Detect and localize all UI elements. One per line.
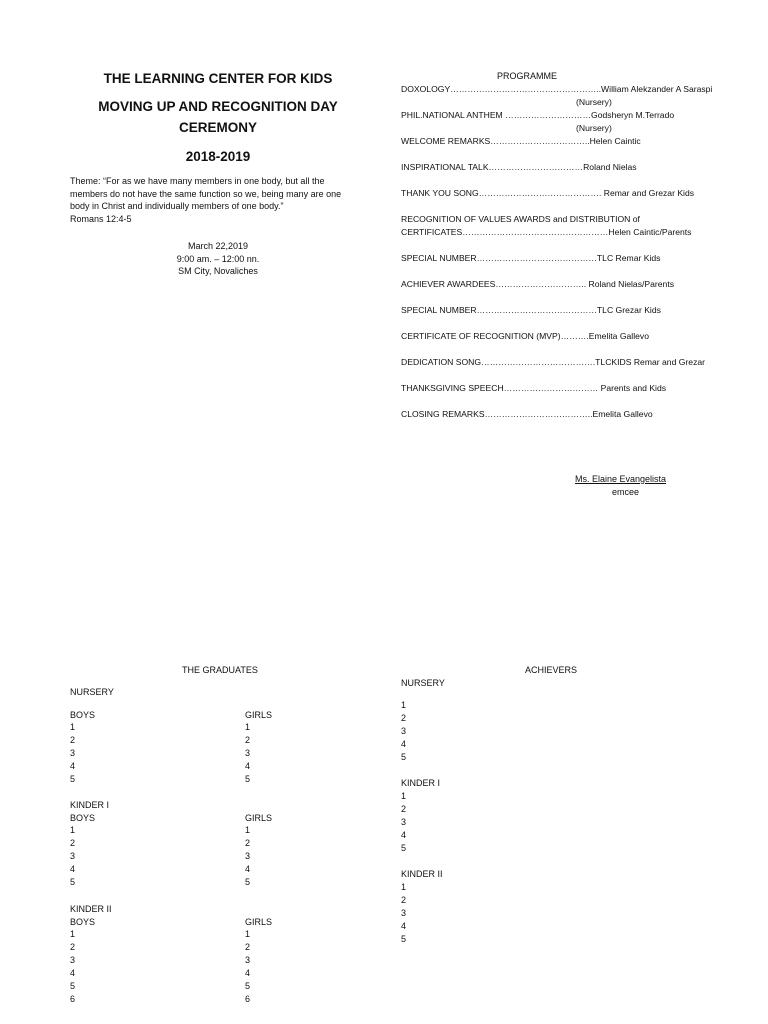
theme-block: [70, 175, 380, 225]
list-item: 1: [245, 722, 251, 732]
programme-item-sub: (Nursery): [576, 97, 612, 107]
graduates-kinder2-label: KINDER II: [70, 904, 112, 914]
event-time: 9:00 am. – 12:00 nn.: [176, 253, 260, 264]
list-item: 4: [70, 864, 76, 874]
list-item: 6: [70, 994, 76, 1004]
list-item: 1: [401, 882, 407, 892]
school-name: THE LEARNING CENTER FOR KIDS: [103, 71, 333, 86]
programme-item: WELCOME REMARKS……………………………..Helen Caintic: [401, 136, 641, 146]
list-item: 1: [245, 825, 251, 835]
list-item: 3: [70, 748, 76, 758]
list-item: 5: [245, 774, 251, 784]
list-item: 3: [401, 817, 407, 827]
theme-line: body in Christ and individually members of one body.”: [70, 201, 284, 211]
list-item: 2: [401, 713, 407, 723]
kinder2-boys-list: [70, 928, 75, 1006]
list-item: 5: [245, 877, 251, 887]
girls-label: GIRLS: [245, 710, 273, 720]
list-item: 3: [401, 726, 407, 736]
school-year: 2018-2019: [185, 149, 251, 164]
programme-item: THANK YOU SONG……………………………………. Remar and Grezar Kids: [401, 188, 695, 198]
list-item: 4: [245, 761, 251, 771]
list-item: 2: [245, 838, 251, 848]
list-item: 1: [401, 791, 407, 801]
list-item: 2: [70, 942, 76, 952]
list-item: 5: [70, 877, 76, 887]
theme-line: members do not have the same function so we, being many are one: [70, 188, 342, 199]
programme-item: INSPIRATIONAL TALK……………………………Roland Nielas: [401, 162, 637, 172]
list-item: 4: [245, 968, 251, 978]
achievers-kinder2-label: KINDER II: [401, 869, 443, 879]
list-item: 3: [70, 851, 76, 861]
theme-line: Romans 12:4-5: [70, 213, 132, 224]
event-date: March 22,2019: [187, 241, 249, 251]
achievers-kinder1-label: KINDER I: [401, 778, 441, 788]
kinder1-girls-list: [245, 824, 250, 889]
programme-item: DOXOLOGY……………………………………………..William Alekzander A Saraspi: [401, 84, 713, 94]
girls-label: GIRLS: [245, 917, 273, 927]
boys-label: BOYS: [70, 917, 96, 927]
event-title-line2: CEREMONY: [178, 120, 257, 135]
achievers-nursery-label: NURSERY: [401, 678, 445, 688]
achievers-kinder1-list: [401, 790, 406, 855]
nursery-boys-list: [70, 721, 75, 786]
list-item: 2: [70, 735, 76, 745]
boys-label: BOYS: [70, 813, 96, 823]
list-item: 1: [245, 929, 251, 939]
emcee-name: Ms. Elaine Evangelista: [575, 474, 667, 484]
programme-title: PROGRAMME: [497, 71, 558, 81]
graduates-kinder1-label: KINDER I: [70, 800, 110, 810]
list-item: 5: [401, 843, 407, 853]
nursery-girls-list: [245, 721, 250, 786]
theme-line: Theme: “For as we have many members in one body, but all the: [70, 176, 325, 186]
achievers-kinder2-list: [401, 881, 406, 946]
programme-item: ACHIEVER AWARDEES………………………….. Roland Nielas/Parents: [401, 279, 674, 289]
graduates-nursery-label: NURSERY: [70, 687, 114, 697]
list-item: 3: [245, 955, 251, 965]
programme-item: DEDICATION SONG………………………………….TLCKIDS Remar and Grezar: [401, 357, 706, 367]
list-item: 1: [401, 700, 407, 710]
programme-item-sub: CERTIFICATES……………………………………………Helen Caintic/Parents: [401, 227, 692, 237]
programme-item: SPECIAL NUMBER……………………………………TLC Grezar Kids: [401, 305, 661, 315]
list-item: 5: [70, 981, 76, 991]
list-item: 4: [401, 739, 407, 749]
graduates-title: THE GRADUATES: [182, 665, 258, 675]
list-item: 5: [401, 934, 407, 944]
achievers-nursery-list: [401, 699, 406, 764]
list-item: 2: [401, 804, 407, 814]
kinder1-boys-list: [70, 824, 75, 889]
list-item: 1: [70, 825, 76, 835]
kinder2-girls-list: [245, 928, 250, 1006]
list-item: 1: [70, 722, 76, 732]
list-item: 5: [70, 774, 76, 784]
list-item: 5: [245, 981, 251, 991]
boys-label: BOYS: [70, 710, 96, 720]
programme-item: CLOSING REMARKS………………………………..Emelita Gallevo: [401, 409, 653, 419]
list-item: 3: [245, 748, 251, 758]
list-item: 6: [245, 994, 251, 1004]
list-item: 3: [70, 955, 76, 965]
event-venue: SM City, Novaliches: [178, 266, 258, 276]
programme-item: CERTIFICATE OF RECOGNITION (MVP)……….Emelita Gallevo: [401, 331, 649, 341]
list-item: 3: [245, 851, 251, 861]
list-item: 2: [245, 735, 251, 745]
list-item: 3: [401, 908, 407, 918]
programme-item: RECOGNITION OF VALUES AWARDS and DISTRIBUTION of: [401, 214, 640, 224]
programme-item: SPECIAL NUMBER……………………………………TLC Remar Kids: [401, 253, 661, 263]
list-item: 2: [245, 942, 251, 952]
list-item: 1: [70, 929, 76, 939]
list-item: 4: [401, 830, 407, 840]
programme-item-sub: (Nursery): [576, 123, 612, 133]
list-item: 2: [401, 895, 407, 905]
list-item: 4: [245, 864, 251, 874]
event-title-line1: MOVING UP AND RECOGNITION DAY: [98, 99, 338, 114]
list-item: 4: [70, 761, 76, 771]
emcee-role: emcee: [612, 487, 640, 497]
list-item: 5: [401, 752, 407, 762]
programme-item: PHIL.NATIONAL ANTHEM …………………………Godsheryn M.Terrado: [401, 110, 675, 120]
achievers-title: ACHIEVERS: [525, 665, 578, 675]
list-item: 2: [70, 838, 76, 848]
girls-label: GIRLS: [245, 813, 273, 823]
list-item: 4: [70, 968, 76, 978]
event-details: [118, 240, 318, 278]
programme-item: THANKSGIVING SPEECH…………………………… Parents and Kids: [401, 383, 667, 393]
list-item: 4: [401, 921, 407, 931]
